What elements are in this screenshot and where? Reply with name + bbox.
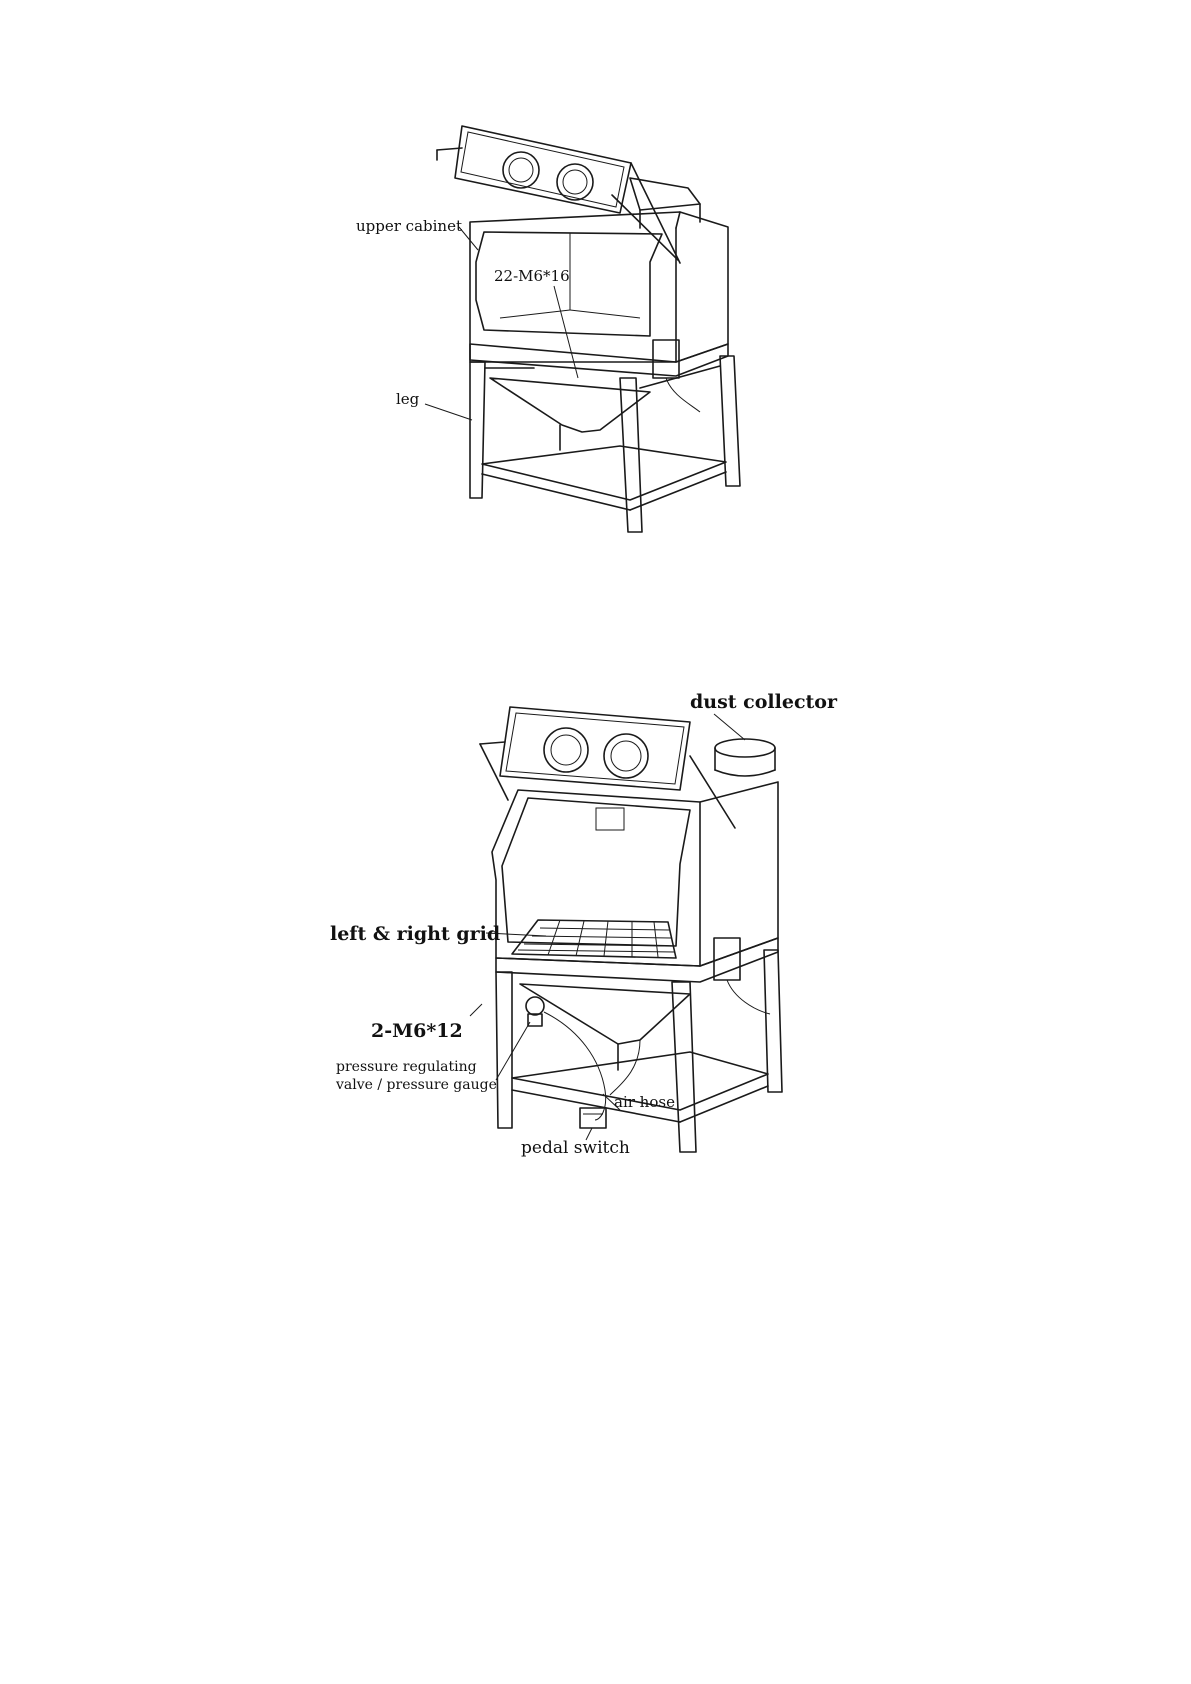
leader-bottom-screws xyxy=(470,1004,482,1016)
dust-collector-drum-top xyxy=(715,739,775,757)
label-valve-line1: pressure regulating xyxy=(336,1059,477,1075)
label-air-hose: air hose xyxy=(614,1093,675,1111)
label-upper-cabinet: upper cabinet xyxy=(356,217,462,235)
label-valve-line2: valve / pressure gauge xyxy=(336,1077,497,1093)
bottom-hopper xyxy=(520,984,690,1044)
bottom-leg-front-left xyxy=(496,972,512,1128)
pedal-switch xyxy=(580,1108,606,1128)
label-top-screws: 22-M6*16 xyxy=(494,267,570,285)
grid-mesh xyxy=(518,920,675,957)
bottom-leg-back-right xyxy=(764,950,782,1092)
label-bottom-screws: 2-M6*12 xyxy=(371,1020,463,1042)
leader-dust-collector xyxy=(714,714,745,740)
pressure-gauge xyxy=(526,997,544,1015)
label-grid: left & right grid xyxy=(330,923,501,945)
label-pedal-switch: pedal switch xyxy=(521,1138,630,1158)
leader-valve xyxy=(496,1022,530,1080)
grid-panel xyxy=(512,920,676,958)
label-leg: leg xyxy=(396,390,420,408)
label-dust-collector: dust collector xyxy=(690,691,837,713)
